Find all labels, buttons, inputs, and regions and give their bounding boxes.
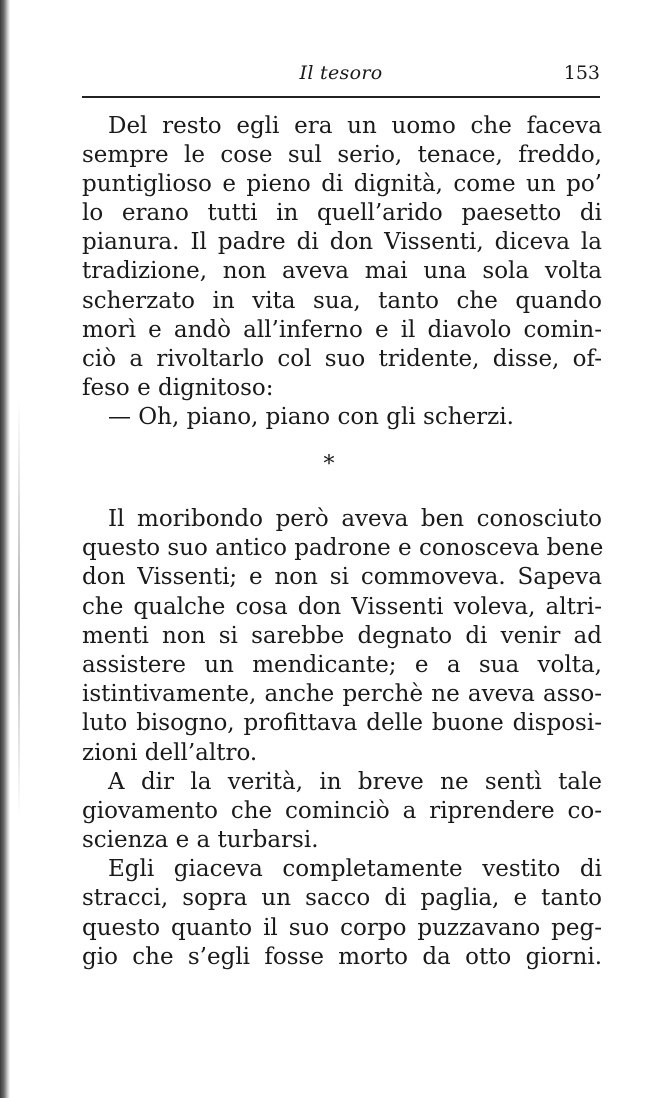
text-line: gio che s’egli fosse morto da otto giorni. [82, 943, 602, 970]
paragraph [82, 855, 602, 972]
text-line: menti non si sarebbe degnato di venir ad [82, 622, 602, 649]
header-rule [82, 96, 600, 98]
paragraph-dialogue [82, 403, 602, 432]
section-separator-asterisk: * [323, 452, 335, 477]
body-text-section-1 [82, 112, 602, 432]
text-line: ciò a rivoltarlo col suo tridente, disse, of- [82, 345, 602, 372]
text-line: feso e dignitoso: [82, 374, 274, 401]
text-line: — Oh, piano, piano con gli scherzi. [108, 403, 514, 430]
text-line: assistere un mendicante; e a sua volta, [82, 651, 602, 678]
text-line: sempre le cose sul serio, tenace, freddo, [82, 142, 602, 169]
text-line: luto bisogno, profittava delle buone disposi- [82, 710, 602, 737]
text-line: lo erano tutti in quell’arido paesetto di [82, 200, 602, 227]
text-line: scienza e a turbarsi. [82, 827, 319, 854]
text-line: morì e andò all’inferno e il diavolo comin- [82, 316, 602, 343]
text-line: Egli giaceva completamente vestito di [108, 856, 602, 883]
text-line: puntiglioso e pieno di dignità, come un po’ [82, 171, 602, 198]
paragraph [82, 768, 602, 856]
running-title: Il tesoro [299, 62, 383, 84]
text-line: istintivamente, anche perchè ne aveva asso- [82, 681, 602, 708]
text-line: che qualche cosa don Vissenti voleva, altri- [82, 593, 602, 620]
text-line: stracci, sopra un sacco di paglia, e tanto [82, 885, 602, 912]
body-text-section-2 [82, 505, 602, 972]
text-line: giovamento che cominciò a riprendere co- [82, 797, 602, 824]
page-header [82, 62, 600, 90]
text-line: A dir la verità, in breve ne sentì tale [108, 768, 602, 795]
book-binding-shadow [0, 0, 10, 1098]
paragraph [82, 112, 602, 403]
paragraph [82, 505, 602, 768]
page-number: 153 [563, 62, 600, 84]
text-line: tradizione, non aveva mai una sola volta [82, 258, 602, 285]
text-line: Del resto egli era un uomo che faceva [108, 113, 602, 139]
text-line: Il moribondo però aveva ben conosciuto [108, 506, 602, 532]
text-line: questo quanto il suo corpo puzzavano peg- [82, 914, 602, 941]
text-line: zioni dell’altro. [82, 739, 258, 766]
text-line: questo suo antico padrone e conosceva bene [82, 535, 604, 562]
text-line: scherzato in vita sua, tanto che quando [82, 287, 602, 314]
text-line: pianura. Il padre di don Vissenti, diceva la [82, 229, 602, 256]
text-line: don Vissenti; e non si commoveva. Sapeva [82, 564, 602, 591]
